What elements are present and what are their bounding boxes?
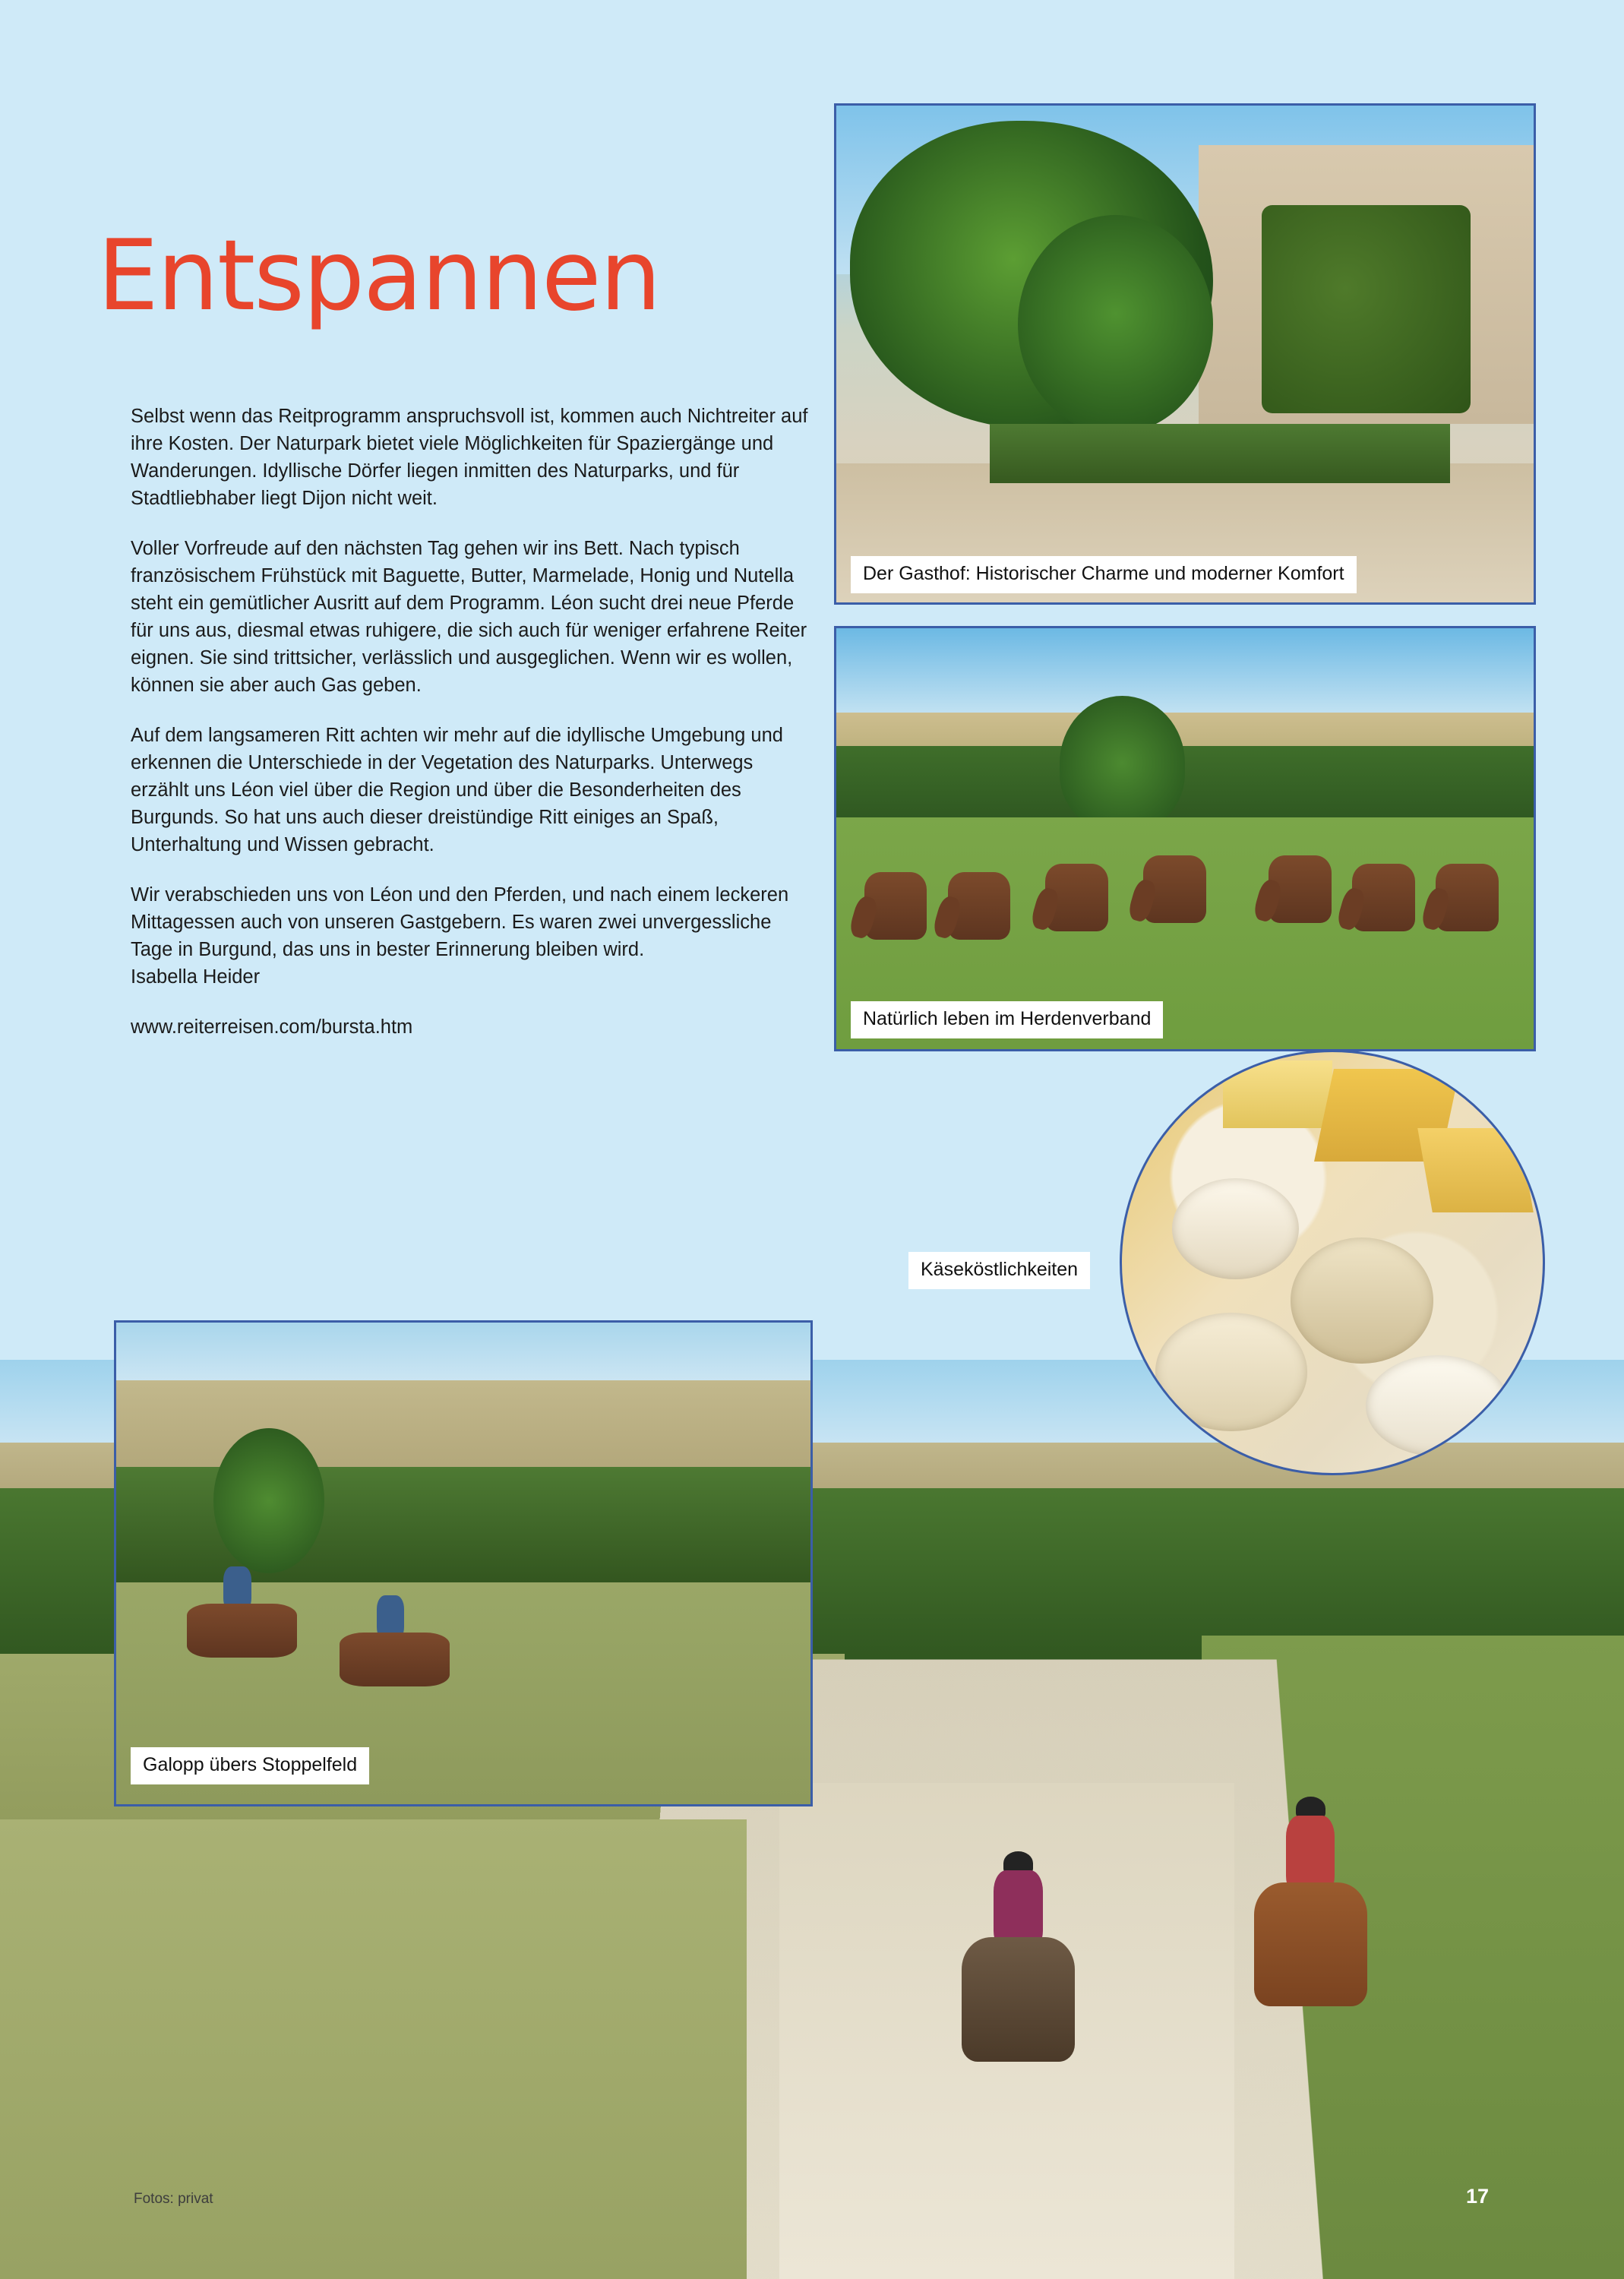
- caption-galopp: Galopp übers Stoppelfeld: [131, 1747, 369, 1784]
- photo-gasthof: [834, 103, 1536, 605]
- tree-region: [213, 1428, 324, 1573]
- page-title: Entspannen: [97, 220, 660, 333]
- horse-3: [1045, 864, 1108, 931]
- article-url[interactable]: www.reiterreisen.com/bursta.htm: [131, 1016, 413, 1038]
- paragraph-2: Voller Vorfreude auf den nächsten Tag gehen wir ins Bett. Nach typisch französischem Frühstück mit Baguette, Butter, Marmelade, Honig und Nutella steht ein gemütlicher Ausritt auf dem Programm. Léon sucht drei neue Pferde für uns aus, diesmal etwas ruhigere, die sich auch für weniger erfahrene Reiter eignen. Sie sind trittsicher, verlässlich und ausgeglichen. Wenn wir es wollen, können sie aber auch Gas geben.: [131, 538, 807, 696]
- caption-kaese: Käseköstlichkeiten: [908, 1252, 1090, 1289]
- horse-body: [962, 1937, 1076, 2062]
- cheese-wedge-2: [1417, 1128, 1533, 1212]
- horse-7: [1436, 864, 1499, 931]
- photo-credit: Fotos: privat: [134, 2191, 213, 2207]
- horse-5: [1269, 855, 1332, 923]
- cheese-wedge-3: [1223, 1060, 1332, 1128]
- horse-6: [1352, 864, 1415, 931]
- article-author: Isabella Heider: [131, 966, 261, 988]
- caption-gasthof: Der Gasthof: Historischer Charme und moderner Komfort: [851, 556, 1357, 593]
- page-number: 17: [1466, 2185, 1490, 2208]
- paragraph-4: Wir verabschieden uns von Léon und den Pferden, und nach einem leckeren Mittagessen auch von unseren Gastgebern. Es waren zwei unvergessliche Tage in Burgund, das uns in bester Erinnerung bleiben wird.: [131, 884, 789, 960]
- cheese-round-2: [1291, 1237, 1433, 1364]
- tree-region-2: [1018, 215, 1213, 434]
- rider-left: [172, 1563, 324, 1699]
- sky-region: [836, 628, 1534, 721]
- article-body: [131, 403, 814, 1064]
- photo-galopp: [114, 1320, 813, 1806]
- rider-back: [1234, 1801, 1397, 2040]
- tree-region: [1060, 696, 1185, 830]
- cheese-round-3: [1155, 1313, 1306, 1430]
- left-grass-foreground: [0, 1819, 747, 2279]
- horse-body: [340, 1633, 450, 1686]
- horse-body: [187, 1604, 297, 1658]
- rider-front: [942, 1856, 1104, 2095]
- paragraph-1: Selbst wenn das Reitprogramm anspruchsvoll ist, kommen auch Nichtreiter auf ihre Kosten. Der Naturpark bietet viele Möglichkeiten für Spaziergänge und Wanderungen. Idyllische Dörfer liegen inmitten des Naturparks, und für Stadtliebhaber liegt Dijon nicht weit.: [131, 406, 808, 509]
- hedge-region: [990, 424, 1450, 483]
- paragraph-3: Auf dem langsameren Ritt achten wir mehr auf die idyllische Umgebung und erkennen die Unterschiede in der Vegetation des Naturparks. Unterwegs erzählt uns Léon viel über die Region und über die Besonderheiten des Burgunds. So hat uns auch dieser dreistündige Ritt einiges an Spaß, Unterhaltung und Wissen gebracht.: [131, 725, 783, 855]
- horse-2: [948, 872, 1011, 940]
- caption-herde: Natürlich leben im Herdenverband: [851, 1001, 1163, 1038]
- horse-body: [1254, 1882, 1368, 2007]
- photo-herde: [834, 626, 1536, 1051]
- ivy-region: [1262, 205, 1471, 414]
- horse-4: [1143, 855, 1206, 923]
- photo-kaese: [1120, 1050, 1545, 1475]
- cheese-round-4: [1366, 1355, 1509, 1456]
- horse-1: [864, 872, 927, 940]
- rider-right: [324, 1592, 477, 1727]
- cheese-round-1: [1172, 1178, 1298, 1279]
